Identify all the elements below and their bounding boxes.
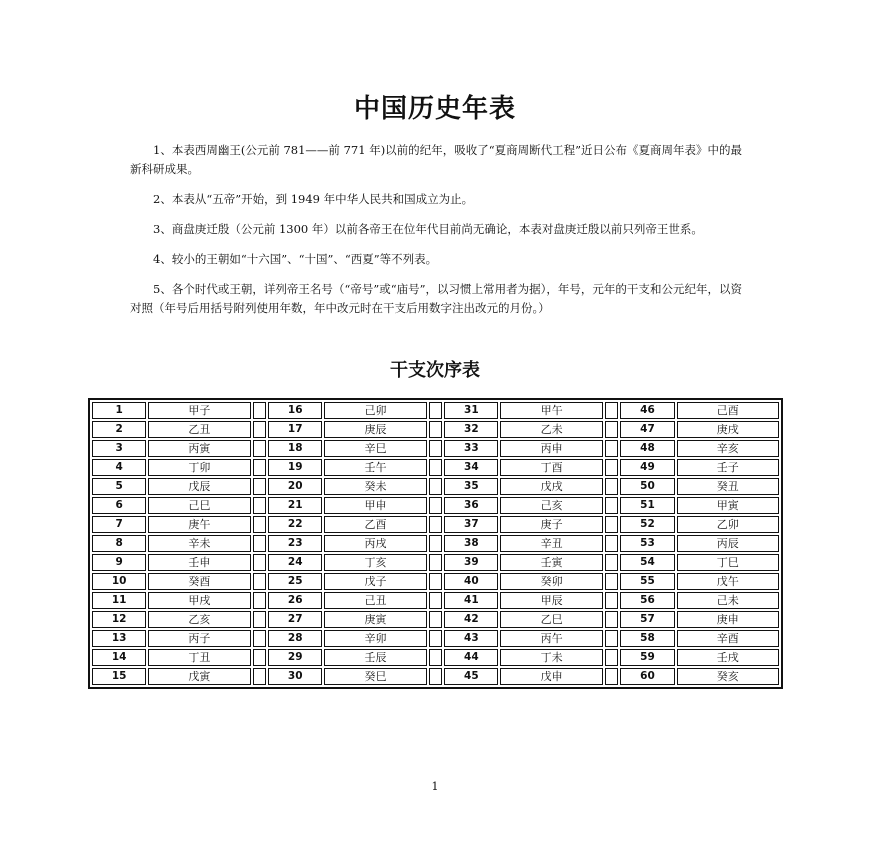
ganzhi-cell: 庚寅 [324,611,426,628]
sequence-number-cell: 20 [268,478,322,495]
sequence-number-cell: 42 [444,611,498,628]
table-row [92,459,779,476]
ganzhi-cell: 乙巳 [500,611,602,628]
blank-cell [253,421,267,438]
sequence-number-cell: 29 [268,649,322,666]
sequence-number-cell: 12 [92,611,146,628]
sequence-number-cell: 36 [444,497,498,514]
ganzhi-cell: 戊戌 [500,478,602,495]
ganzhi-cell: 乙酉 [324,516,426,533]
table-row [92,554,779,571]
ganzhi-cell: 己卯 [324,402,426,419]
sequence-number-cell: 30 [268,668,322,685]
sequence-number-cell: 27 [268,611,322,628]
ganzhi-cell: 庚申 [677,611,779,628]
sequence-number-cell: 10 [92,573,146,590]
blank-cell [253,440,267,457]
note-paragraph: 1、本表西周幽王(公元前 781——前 771 年)以前的纪年，吸收了“夏商周断代工程”近日公布《夏商周年表》中的最新科研成果。 [130,143,742,176]
blank-cell [605,630,619,647]
blank-cell [429,573,443,590]
page-title: 中国历史年表 [353,94,516,124]
sequence-number-cell: 51 [620,497,674,514]
sequence-number-cell: 45 [444,668,498,685]
ganzhi-cell: 丙午 [500,630,602,647]
ganzhi-cell: 辛巳 [324,440,426,457]
ganzhi-cell: 壬午 [324,459,426,476]
ganzhi-cell: 癸丑 [677,478,779,495]
ganzhi-cell: 癸卯 [500,573,602,590]
sequence-number-cell: 34 [444,459,498,476]
blank-cell [429,459,443,476]
blank-cell [605,611,619,628]
ganzhi-cell: 癸酉 [148,573,250,590]
sequence-number-cell: 33 [444,440,498,457]
blank-cell [253,668,267,685]
ganzhi-cell: 壬申 [148,554,250,571]
sequence-number-cell: 28 [268,630,322,647]
table-row [92,535,779,552]
blank-cell [253,592,267,609]
blank-cell [605,421,619,438]
ganzhi-cell: 甲辰 [500,592,602,609]
sequence-number-cell: 19 [268,459,322,476]
ganzhi-cell: 己亥 [500,497,602,514]
ganzhi-cell: 丁酉 [500,459,602,476]
blank-cell [429,630,443,647]
blank-cell [253,478,267,495]
sequence-number-cell: 47 [620,421,674,438]
page-number: 1 [431,780,439,793]
blank-cell [253,497,267,514]
table-row [92,649,779,666]
sequence-number-cell: 13 [92,630,146,647]
blank-cell [253,459,267,476]
table-row [92,668,779,685]
table-row [92,440,779,457]
ganzhi-cell: 己丑 [324,592,426,609]
sequence-number-cell: 55 [620,573,674,590]
ganzhi-cell: 甲午 [500,402,602,419]
table-row [92,478,779,495]
sequence-number-cell: 25 [268,573,322,590]
ganzhi-cell: 壬辰 [324,649,426,666]
ganzhi-cell: 丁卯 [148,459,250,476]
ganzhi-cell: 戊午 [677,573,779,590]
ganzhi-cell: 乙卯 [677,516,779,533]
blank-cell [429,440,443,457]
ganzhi-cell: 乙未 [500,421,602,438]
ganzhi-table [88,398,783,689]
table-row [92,573,779,590]
blank-cell [429,592,443,609]
sequence-number-cell: 1 [92,402,146,419]
ganzhi-cell: 庚子 [500,516,602,533]
ganzhi-cell: 庚辰 [324,421,426,438]
blank-cell [253,402,267,419]
ganzhi-cell: 辛未 [148,535,250,552]
ganzhi-cell: 壬子 [677,459,779,476]
sequence-number-cell: 58 [620,630,674,647]
ganzhi-cell: 癸未 [324,478,426,495]
sequence-number-cell: 35 [444,478,498,495]
sequence-number-cell: 46 [620,402,674,419]
ganzhi-cell: 辛亥 [677,440,779,457]
blank-cell [429,611,443,628]
blank-cell [429,516,443,533]
ganzhi-cell: 甲申 [324,497,426,514]
note-paragraph: 2、本表从“五帝”开始，到 1949 年中华人民共和国成立为止。 [153,192,474,206]
ganzhi-cell: 己酉 [677,402,779,419]
table-title: 干支次序表 [390,360,480,381]
blank-cell [429,535,443,552]
blank-cell [605,459,619,476]
sequence-number-cell: 40 [444,573,498,590]
sequence-number-cell: 53 [620,535,674,552]
ganzhi-cell: 庚午 [148,516,250,533]
sequence-number-cell: 44 [444,649,498,666]
blank-cell [605,516,619,533]
table-row [92,497,779,514]
note-paragraph: 5、各个时代或王朝，详列帝王名号（“帝号”或“庙号”，以习惯上常用者为据），年号，元年的干支和公元纪年，以资对照（年号后用括号附列使用年数，年中改元时在干支后用数字注出改元的月份。） [130,282,742,315]
ganzhi-cell: 甲子 [148,402,250,419]
ganzhi-cell: 戊寅 [148,668,250,685]
sequence-number-cell: 50 [620,478,674,495]
blank-cell [429,478,443,495]
sequence-number-cell: 60 [620,668,674,685]
sequence-number-cell: 3 [92,440,146,457]
sequence-number-cell: 15 [92,668,146,685]
ganzhi-cell: 戊辰 [148,478,250,495]
ganzhi-cell: 辛酉 [677,630,779,647]
table-row [92,630,779,647]
blank-cell [605,668,619,685]
ganzhi-cell: 乙亥 [148,611,250,628]
sequence-number-cell: 4 [92,459,146,476]
sequence-number-cell: 41 [444,592,498,609]
blank-cell [605,592,619,609]
table-row [92,516,779,533]
ganzhi-cell: 丙戌 [324,535,426,552]
blank-cell [429,497,443,514]
sequence-number-cell: 7 [92,516,146,533]
sequence-number-cell: 38 [444,535,498,552]
sequence-number-cell: 54 [620,554,674,571]
sequence-number-cell: 17 [268,421,322,438]
blank-cell [429,402,443,419]
sequence-number-cell: 6 [92,497,146,514]
blank-cell [429,668,443,685]
notes-section [130,141,742,329]
sequence-number-cell: 37 [444,516,498,533]
sequence-number-cell: 21 [268,497,322,514]
sequence-number-cell: 11 [92,592,146,609]
ganzhi-cell: 乙丑 [148,421,250,438]
sequence-number-cell: 2 [92,421,146,438]
table-row [92,611,779,628]
sequence-number-cell: 43 [444,630,498,647]
blank-cell [605,649,619,666]
ganzhi-cell: 壬戌 [677,649,779,666]
blank-cell [253,535,267,552]
blank-cell [253,554,267,571]
sequence-number-cell: 18 [268,440,322,457]
blank-cell [253,516,267,533]
sequence-number-cell: 24 [268,554,322,571]
sequence-number-cell: 56 [620,592,674,609]
sequence-number-cell: 39 [444,554,498,571]
sequence-number-cell: 23 [268,535,322,552]
sequence-number-cell: 14 [92,649,146,666]
ganzhi-cell: 己未 [677,592,779,609]
blank-cell [253,573,267,590]
blank-cell [605,478,619,495]
sequence-number-cell: 5 [92,478,146,495]
ganzhi-cell: 丁亥 [324,554,426,571]
ganzhi-cell: 戊申 [500,668,602,685]
blank-cell [429,554,443,571]
blank-cell [605,497,619,514]
ganzhi-cell: 庚戌 [677,421,779,438]
sequence-number-cell: 9 [92,554,146,571]
ganzhi-cell: 丙寅 [148,440,250,457]
table-row [92,421,779,438]
ganzhi-cell: 壬寅 [500,554,602,571]
sequence-number-cell: 32 [444,421,498,438]
sequence-number-cell: 22 [268,516,322,533]
sequence-number-cell: 16 [268,402,322,419]
blank-cell [605,402,619,419]
sequence-number-cell: 26 [268,592,322,609]
sequence-number-cell: 59 [620,649,674,666]
blank-cell [429,649,443,666]
blank-cell [253,630,267,647]
ganzhi-cell: 丁巳 [677,554,779,571]
blank-cell [429,421,443,438]
ganzhi-cell: 丙子 [148,630,250,647]
note-paragraph: 3、商盘庚迁殷（公元前 1300 年）以前各帝王在位年代目前尚无确论，本表对盘庚迁殷以前只列帝王世系。 [153,222,703,236]
ganzhi-cell: 丙申 [500,440,602,457]
ganzhi-cell: 丁丑 [148,649,250,666]
ganzhi-cell: 己巳 [148,497,250,514]
ganzhi-cell: 戊子 [324,573,426,590]
sequence-number-cell: 57 [620,611,674,628]
ganzhi-cell: 丁未 [500,649,602,666]
sequence-number-cell: 52 [620,516,674,533]
blank-cell [605,440,619,457]
ganzhi-cell: 辛卯 [324,630,426,647]
ganzhi-cell: 癸亥 [677,668,779,685]
blank-cell [605,573,619,590]
sequence-number-cell: 49 [620,459,674,476]
blank-cell [253,611,267,628]
ganzhi-cell: 辛丑 [500,535,602,552]
sequence-number-cell: 48 [620,440,674,457]
table-row [92,592,779,609]
ganzhi-cell: 丙辰 [677,535,779,552]
blank-cell [605,554,619,571]
ganzhi-cell: 甲戌 [148,592,250,609]
blank-cell [605,535,619,552]
ganzhi-cell: 甲寅 [677,497,779,514]
ganzhi-cell: 癸巳 [324,668,426,685]
table-row [92,402,779,419]
blank-cell [253,649,267,666]
sequence-number-cell: 8 [92,535,146,552]
sequence-number-cell: 31 [444,402,498,419]
note-paragraph: 4、较小的王朝如“十六国”、“十国”、“西夏”等不列表。 [153,252,438,266]
